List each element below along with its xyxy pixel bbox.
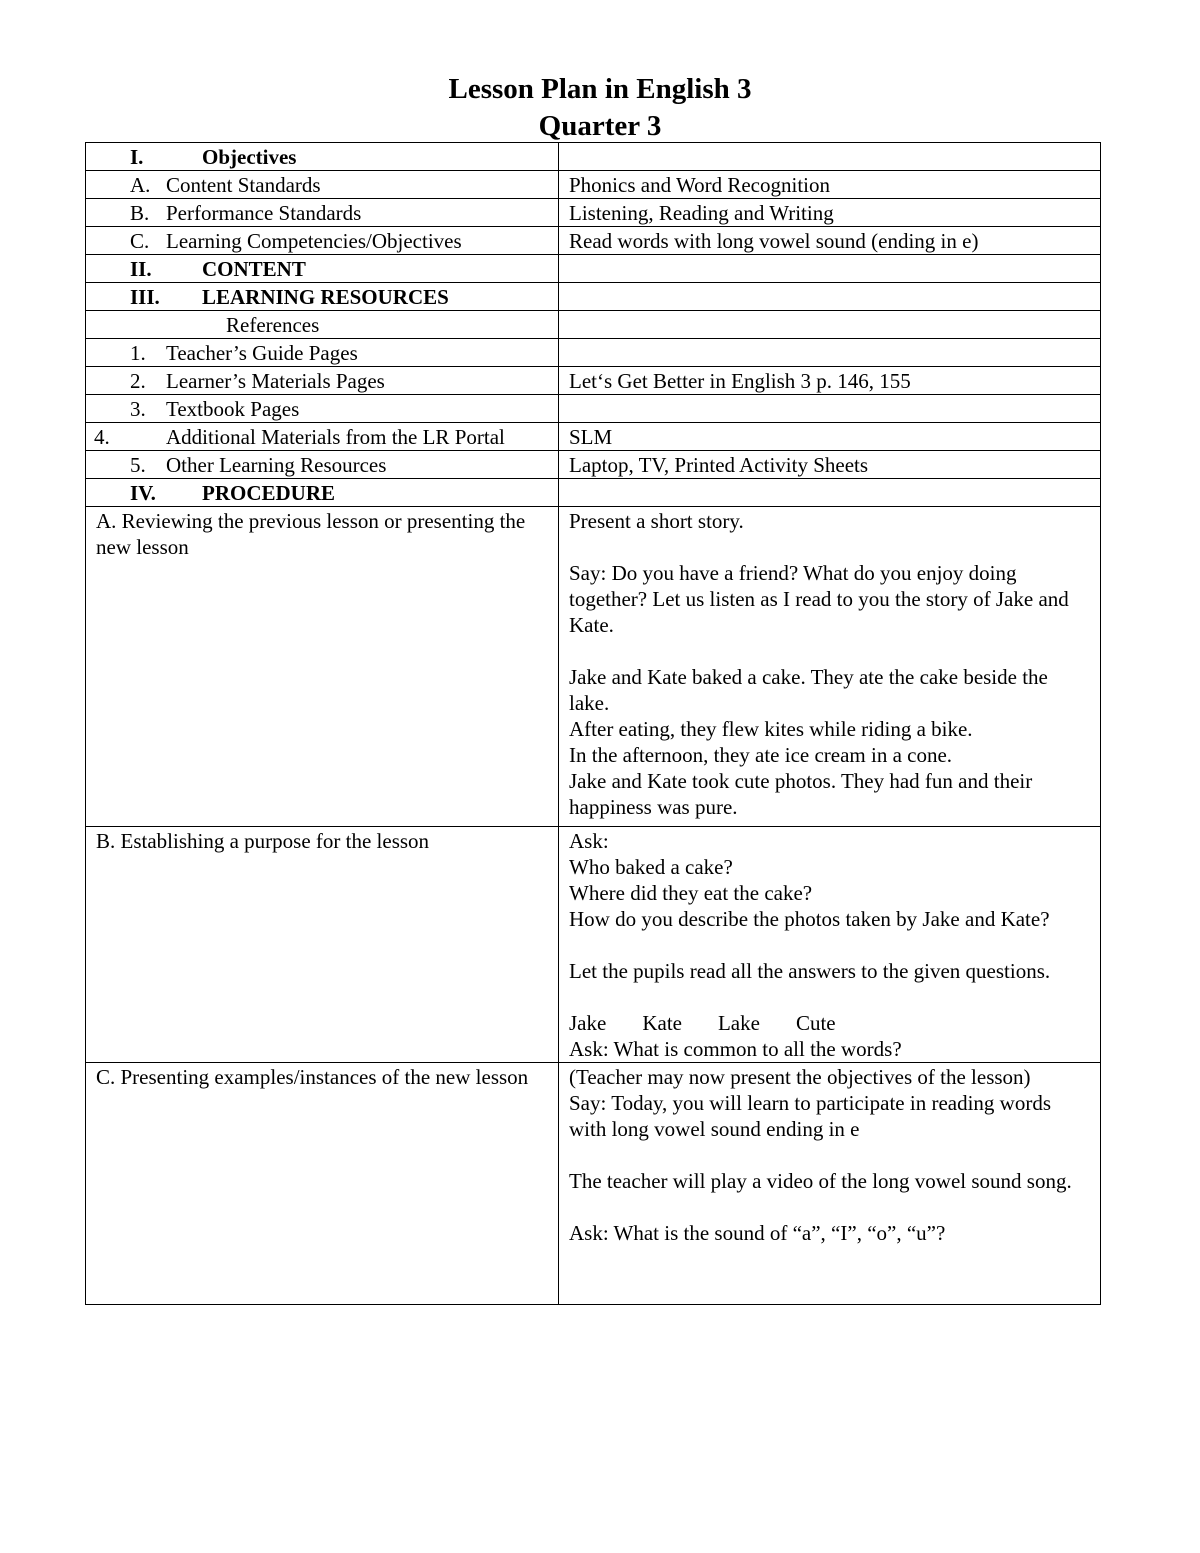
- procedure-a-row: [86, 507, 1101, 827]
- references-label: References: [86, 311, 559, 339]
- table-row: 2. Learner’s Materials Pages Let‘s Get Better in English 3 p. 146, 155: [86, 367, 1101, 395]
- table-row: C. Learning Competencies/Objectives Read words with long vowel sound (ending in e): [86, 227, 1101, 255]
- other-resources-value: Laptop, TV, Printed Activity Sheets: [559, 451, 1101, 479]
- procedure-b-label: B. Establishing a purpose for the lesson: [86, 827, 559, 1063]
- learners-materials-label: Learner’s Materials Pages: [166, 369, 385, 393]
- learning-competencies-value: Read words with long vowel sound (ending in e): [559, 227, 1101, 255]
- procedure-header-row: [86, 479, 1101, 507]
- content-heading: II. CONTENT: [86, 255, 559, 283]
- table-row: B. Performance Standards Listening, Reading and Writing: [86, 199, 1101, 227]
- teachers-guide-value: [559, 339, 1101, 367]
- word-list: Jake Kate Lake Cute: [569, 1011, 836, 1035]
- objectives-header-row: [86, 143, 1101, 171]
- performance-standards-value: Listening, Reading and Writing: [559, 199, 1101, 227]
- content-standards-value: Phonics and Word Recognition: [559, 171, 1101, 199]
- procedure-a-content: Present a short story. Say: Do you have a friend? What do you enjoy doing together? Let us listen as I read to you the story of Jake and Kate. Jake and Kate baked a cake. They ate the cake beside the lake. After eating, they flew kites while riding a bike. In the afternoon, they ate ice cream in a cone. Jake and Kate took cute photos. They had fun and their happiness was pure.: [559, 507, 1101, 827]
- teachers-guide-label: Teacher’s Guide Pages: [166, 341, 358, 365]
- other-resources-label: Other Learning Resources: [166, 453, 387, 477]
- content-header-row: [86, 255, 1101, 283]
- additional-materials-label: Additional Materials from the LR Portal: [166, 425, 505, 449]
- additional-materials-value: SLM: [559, 423, 1101, 451]
- objectives-heading: I. Objectives: [86, 143, 559, 171]
- content-standards-label: Content Standards: [166, 173, 321, 197]
- textbook-pages-value: [559, 395, 1101, 423]
- resources-header-row: [86, 283, 1101, 311]
- performance-standards-label: Performance Standards: [166, 201, 362, 225]
- procedure-b-content: Ask: Who baked a cake? Where did they eat the cake? How do you describe the photos taken by Jake and Kate? Let the pupils read all the answers to the given questions. Jake Kate Lake Cute Ask: What is common to all the words?: [559, 827, 1101, 1063]
- document-title: Lesson Plan in English 3: [448, 73, 752, 105]
- resources-heading: III. LEARNING RESOURCES: [86, 283, 559, 311]
- table-row: [86, 311, 1101, 339]
- table-row: 3. Textbook Pages: [86, 395, 1101, 423]
- document-subtitle: Quarter 3: [538, 110, 662, 142]
- lesson-plan-table: [85, 142, 1101, 1305]
- story-text: Jake and Kate baked a cake. They ate the cake beside the lake. After eating, they flew kites while riding a bike. In the afternoon, they ate ice cream in a cone. Jake and Kate took cute photos. They had fun and their happiness was pure.: [569, 665, 1048, 819]
- learning-competencies-label: Learning Competencies/Objectives: [166, 229, 462, 253]
- procedure-c-row: [86, 1063, 1101, 1305]
- procedure-c-content: (Teacher may now present the objectives of the lesson) Say: Today, you will learn to participate in reading words with long vowel sound ending in e The teacher will play a video of the long vowel sound song. Ask: What is the sound of “a”, “I”, “o”, “u”?: [559, 1063, 1101, 1305]
- table-row: 4. Additional Materials from the LR Portal SLM: [86, 423, 1101, 451]
- procedure-b-row: [86, 827, 1101, 1063]
- table-row: 5. Other Learning Resources Laptop, TV, Printed Activity Sheets: [86, 451, 1101, 479]
- table-row: 1. Teacher’s Guide Pages: [86, 339, 1101, 367]
- procedure-heading: IV. PROCEDURE: [86, 479, 559, 507]
- learners-materials-value: Let‘s Get Better in English 3 p. 146, 155: [559, 367, 1101, 395]
- procedure-a-label: A. Reviewing the previous lesson or presenting the new lesson: [86, 507, 559, 827]
- procedure-c-label: C. Presenting examples/instances of the new lesson: [86, 1063, 559, 1305]
- textbook-pages-label: Textbook Pages: [166, 397, 300, 421]
- table-row: A. Content Standards Phonics and Word Recognition: [86, 171, 1101, 199]
